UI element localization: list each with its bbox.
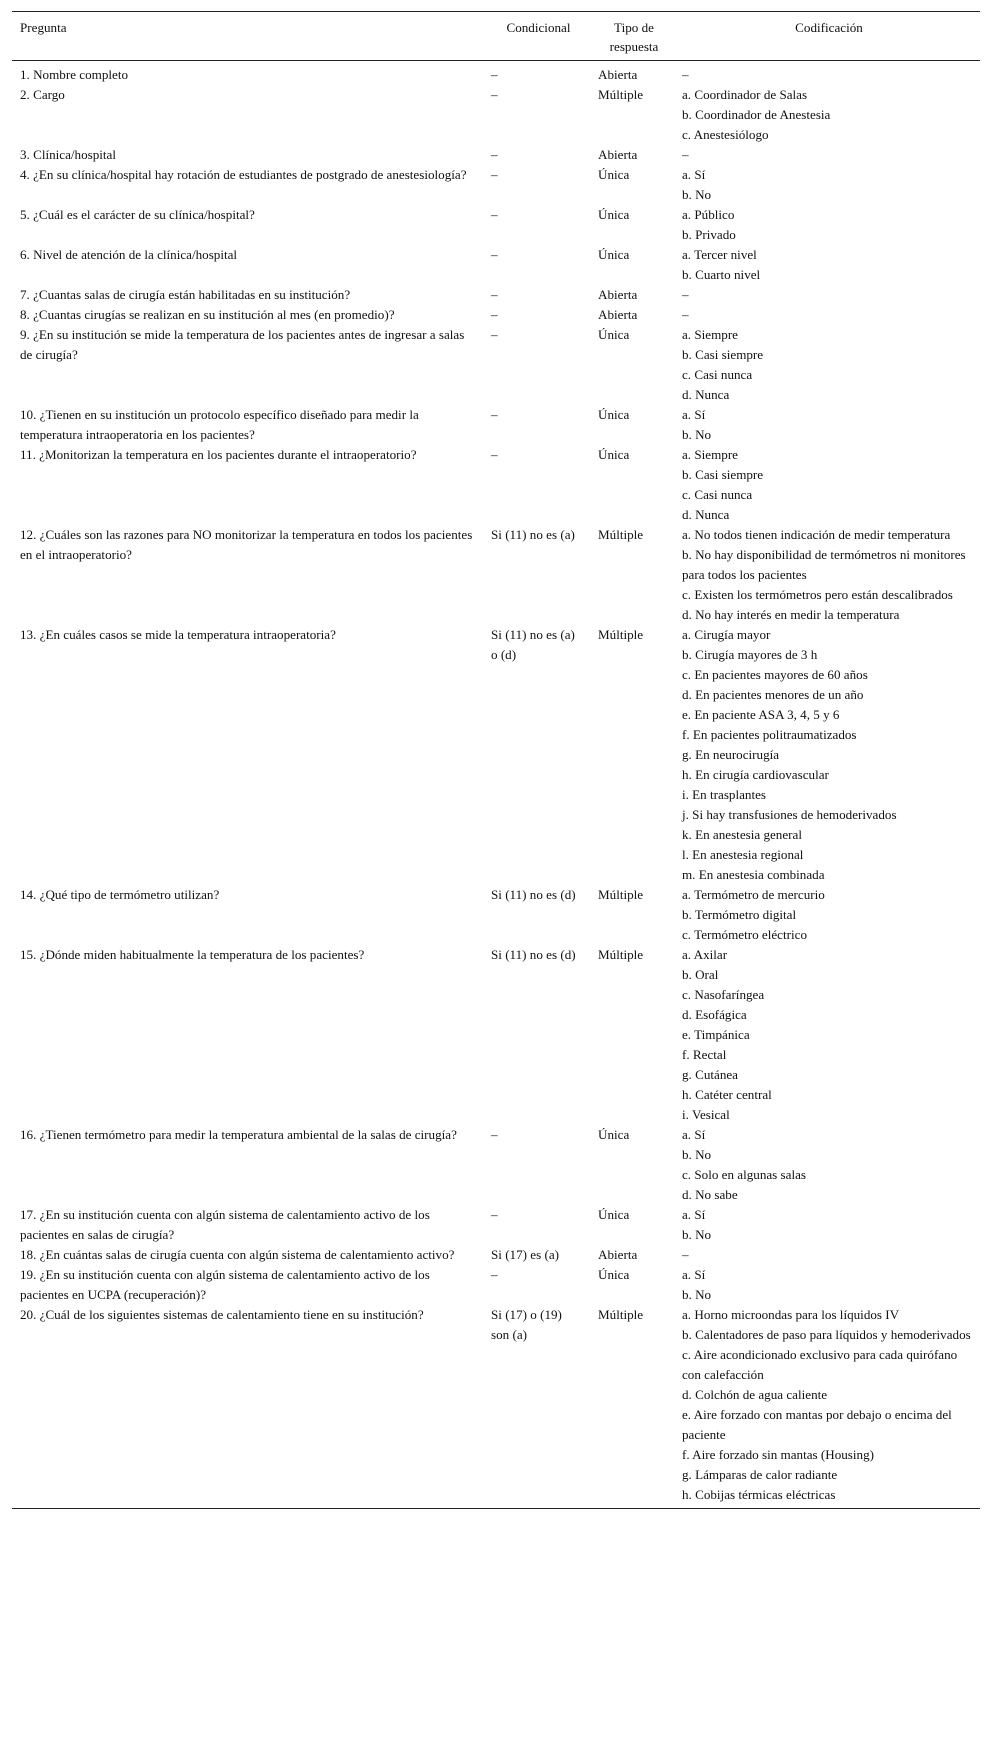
table-row [12, 61, 980, 86]
response-type-cell: Múltiple [590, 1305, 678, 1509]
coding-option: b. Cirugía mayores de 3 h [682, 647, 818, 662]
coding-option: a. Sí [682, 407, 706, 422]
coding-option: a. Sí [682, 167, 706, 182]
table-row [12, 405, 980, 445]
coding-option: c. Nasofaríngea [682, 987, 765, 1002]
table-header-row [12, 12, 980, 61]
coding-option: a. Tercer nivel [682, 247, 757, 262]
coding-option: e. Aire forzado con mantas por debajo o encima del paciente [682, 1407, 952, 1442]
coding-cell [678, 305, 980, 325]
coding-cell [678, 85, 980, 145]
coding-option: g. En neurocirugía [682, 747, 780, 762]
condition-cell: – [491, 87, 498, 102]
coding-cell [678, 625, 980, 885]
response-type-cell: Única [598, 407, 630, 422]
condition-cell: Si (11) no es (d) [491, 887, 576, 902]
coding-option: b. Casi siempre [682, 347, 764, 362]
question-cell: 9. ¿En su institución se mide la temperatura de los pacientes antes de ingresar a salas de cirugía? [20, 327, 465, 362]
question-cell: 15. ¿Dónde miden habitualmente la temperatura de los pacientes? [20, 947, 365, 962]
question-cell: 20. ¿Cuál de los siguientes sistemas de calentamiento tiene en su institución? [12, 1305, 487, 1509]
coding-option: b. No [682, 187, 712, 202]
coding-option: b. No [682, 427, 712, 442]
header-codificacion: Codificación [678, 12, 980, 61]
header-tipo: Tipo de respuesta [590, 12, 678, 61]
coding-cell [678, 1305, 980, 1509]
coding-option: – [682, 1247, 689, 1262]
table-row [12, 285, 980, 305]
coding-option: a. Público [682, 207, 735, 222]
coding-option: b. Coordinador de Anestesia [682, 107, 831, 122]
coding-option: m. En anestesia combinada [682, 867, 825, 882]
response-type-cell: Múltiple [598, 947, 644, 962]
coding-option: c. Casi nunca [682, 487, 753, 502]
coding-option: h. Catéter central [682, 1087, 772, 1102]
question-cell: 6. Nivel de atención de la clínica/hospital [20, 247, 238, 262]
coding-cell [678, 145, 980, 165]
question-cell: 4. ¿En su clínica/hospital hay rotación de estudiantes de postgrado de anestesiología? [20, 167, 467, 182]
coding-option: a. Coordinador de Salas [682, 87, 808, 102]
table-row [12, 1245, 980, 1265]
question-cell: 7. ¿Cuantas salas de cirugía están habilitadas en su institución? [20, 287, 351, 302]
table-row [12, 445, 980, 525]
coding-option: g. Cutánea [682, 1067, 738, 1082]
coding-cell [678, 885, 980, 945]
coding-option: – [682, 67, 689, 82]
coding-option: b. No [682, 1227, 712, 1242]
table-row [12, 1125, 980, 1205]
coding-cell [678, 445, 980, 525]
coding-cell [678, 245, 980, 285]
condition-cell: – [491, 167, 498, 182]
table-row [12, 1305, 980, 1509]
table-row [12, 525, 980, 625]
condition-cell: – [491, 1267, 498, 1282]
condition-cell: Si (11) no es (a) [491, 527, 575, 542]
response-type-cell: Única [598, 1127, 630, 1142]
coding-option: c. Anestesiólogo [682, 127, 769, 142]
response-type-cell: Abierta [598, 307, 638, 322]
coding-cell [678, 165, 980, 205]
coding-option: d. No sabe [682, 1187, 738, 1202]
coding-option: b. No [682, 1147, 712, 1162]
coding-option: e. Timpánica [682, 1027, 750, 1042]
coding-option: a. Termómetro de mercurio [682, 887, 825, 902]
condition-cell: – [491, 307, 498, 322]
table-row [12, 325, 980, 405]
condition-cell: – [491, 147, 498, 162]
question-cell: 12. ¿Cuáles son las razones para NO monitorizar la temperatura en todos los pacientes en el intraoperatorio? [20, 527, 473, 562]
condition-cell: – [491, 407, 498, 422]
response-type-cell: Abierta [598, 67, 638, 82]
coding-option: b. No hay disponibilidad de termómetros ni monitores para todos los pacientes [682, 547, 966, 582]
coding-cell [678, 1125, 980, 1205]
coding-option: l. En anestesia regional [682, 847, 804, 862]
question-cell: 18. ¿En cuántas salas de cirugía cuenta con algún sistema de calentamiento activo? [20, 1247, 455, 1262]
coding-cell [678, 285, 980, 305]
condition-cell: Si (11) no es (a) o (d) [491, 627, 575, 662]
coding-option: b. Casi siempre [682, 467, 764, 482]
question-cell: 17. ¿En su institución cuenta con algún sistema de calentamiento activo de los pacientes en salas de cirugía? [20, 1207, 430, 1242]
condition-cell: – [491, 67, 498, 82]
table-body [12, 61, 980, 1509]
question-cell: 8. ¿Cuantas cirugías se realizan en su institución al mes (en promedio)? [20, 307, 395, 322]
response-type-cell: Múltiple [598, 887, 644, 902]
condition-cell: – [491, 327, 498, 342]
table-row [12, 885, 980, 945]
coding-option: g. Lámparas de calor radiante [682, 1467, 838, 1482]
coding-option: b. No [682, 1287, 712, 1302]
table-row [12, 245, 980, 285]
response-type-cell: Abierta [598, 147, 638, 162]
coding-option: f. Rectal [682, 1047, 727, 1062]
response-type-cell: Múltiple [598, 87, 644, 102]
question-cell: 16. ¿Tienen termómetro para medir la temperatura ambiental de la salas de cirugía? [20, 1127, 457, 1142]
coding-option: – [682, 147, 689, 162]
condition-cell: Si (17) o (19) son (a) [487, 1305, 590, 1509]
question-cell: 13. ¿En cuáles casos se mide la temperatura intraoperatoria? [20, 627, 336, 642]
condition-cell: – [491, 1127, 498, 1142]
table-row [12, 1265, 980, 1305]
coding-option: a. Siempre [682, 447, 738, 462]
coding-option: a. Horno microondas para los líquidos IV [682, 1307, 900, 1322]
coding-cell [678, 1245, 980, 1265]
response-type-cell: Abierta [598, 287, 638, 302]
question-cell: 2. Cargo [20, 87, 65, 102]
table-row [12, 165, 980, 205]
coding-option: d. Nunca [682, 387, 730, 402]
coding-option: d. No hay interés en medir la temperatura [682, 607, 900, 622]
coding-option: e. En paciente ASA 3, 4, 5 y 6 [682, 707, 840, 722]
coding-option: b. Termómetro digital [682, 907, 797, 922]
response-type-cell: Múltiple [598, 527, 644, 542]
coding-option: a. Sí [682, 1127, 706, 1142]
question-cell: 11. ¿Monitorizan la temperatura en los pacientes durante el intraoperatorio? [20, 447, 417, 462]
coding-option: j. Si hay transfusiones de hemoderivados [682, 807, 897, 822]
condition-cell: – [491, 287, 498, 302]
table-row [12, 85, 980, 145]
coding-option: a. Siempre [682, 327, 738, 342]
table-row [12, 305, 980, 325]
condition-cell: – [491, 1207, 498, 1222]
coding-option: b. Oral [682, 967, 719, 982]
coding-option: a. No todos tienen indicación de medir temperatura [682, 527, 951, 542]
coding-option: b. Cuarto nivel [682, 267, 761, 282]
coding-option: i. Vesical [682, 1107, 730, 1122]
table-row [12, 625, 980, 885]
question-cell: 3. Clínica/hospital [20, 147, 117, 162]
coding-option: c. Casi nunca [682, 367, 753, 382]
question-cell: 10. ¿Tienen en su institución un protocolo específico diseñado para medir la temperatura intraoperatoria en los pacientes? [20, 407, 419, 442]
response-type-cell: Única [598, 247, 630, 262]
coding-option: i. En trasplantes [682, 787, 766, 802]
question-cell: 1. Nombre completo [20, 67, 128, 82]
coding-option: c. Termómetro eléctrico [682, 927, 807, 942]
response-type-cell: Abierta [598, 1247, 638, 1262]
coding-option: f. Aire forzado sin mantas (Housing) [682, 1447, 874, 1462]
coding-option: c. En pacientes mayores de 60 años [682, 667, 868, 682]
response-type-cell: Única [598, 1267, 630, 1282]
coding-option: a. Sí [682, 1207, 706, 1222]
coding-option: – [682, 307, 689, 322]
survey-table [12, 11, 980, 1509]
response-type-cell: Múltiple [598, 627, 644, 642]
condition-cell: Si (11) no es (d) [491, 947, 576, 962]
response-type-cell: Única [598, 327, 630, 342]
coding-option: b. Calentadores de paso para líquidos y hemoderivados [682, 1327, 971, 1342]
response-type-cell: Única [598, 447, 630, 462]
coding-cell [678, 405, 980, 445]
coding-option: h. Cobijas térmicas eléctricas [682, 1487, 836, 1502]
coding-option: d. Colchón de agua caliente [682, 1387, 828, 1402]
coding-option: f. En pacientes politraumatizados [682, 727, 857, 742]
coding-cell [678, 1265, 980, 1305]
coding-option: a. Axilar [682, 947, 728, 962]
coding-cell [678, 325, 980, 405]
table-row [12, 1205, 980, 1245]
question-cell: 5. ¿Cuál es el carácter de su clínica/hospital? [20, 207, 255, 222]
condition-cell: – [491, 207, 498, 222]
coding-cell [678, 1205, 980, 1245]
coding-option: b. Privado [682, 227, 736, 242]
coding-option: c. Aire acondicionado exclusivo para cada quirófano con calefacción [682, 1347, 958, 1382]
coding-cell [678, 525, 980, 625]
coding-option: h. En cirugía cardiovascular [682, 767, 829, 782]
coding-option: c. Existen los termómetros pero están descalibrados [682, 587, 953, 602]
coding-option: – [682, 287, 689, 302]
coding-option: k. En anestesia general [682, 827, 802, 842]
condition-cell: – [491, 247, 498, 262]
coding-cell [678, 61, 980, 86]
question-cell: 14. ¿Qué tipo de termómetro utilizan? [20, 887, 220, 902]
coding-option: d. Nunca [682, 507, 730, 522]
coding-option: c. Solo en algunas salas [682, 1167, 807, 1182]
table-row [12, 945, 980, 1125]
coding-option: a. Sí [682, 1267, 706, 1282]
condition-cell: Si (17) es (a) [491, 1247, 559, 1262]
coding-cell [678, 205, 980, 245]
response-type-cell: Única [598, 167, 630, 182]
header-pregunta: Pregunta [12, 12, 487, 61]
question-cell: 19. ¿En su institución cuenta con algún sistema de calentamiento activo de los pacientes en UCPA (recuperación)? [20, 1267, 430, 1302]
response-type-cell: Única [598, 1207, 630, 1222]
coding-option: d. Esofágica [682, 1007, 747, 1022]
coding-option: d. En pacientes menores de un año [682, 687, 864, 702]
coding-cell [678, 945, 980, 1125]
table-row [12, 205, 980, 245]
table-row [12, 145, 980, 165]
header-condicional: Condicional [487, 12, 590, 61]
coding-option: a. Cirugía mayor [682, 627, 771, 642]
condition-cell: – [491, 447, 498, 462]
response-type-cell: Única [598, 207, 630, 222]
